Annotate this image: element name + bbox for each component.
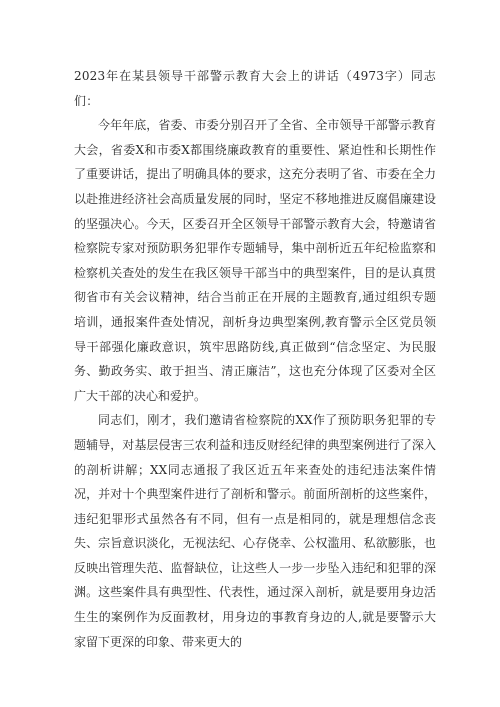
paragraph-1: 今年年底，省委、市委分别召开了全省、全市领导干部警示教育大会，省委X和市委X都围绕廉政教育的重要性、紧迫性和长期性作了重要讲话，提出了明确具体的要求，这充分表明了省、市委在全力以赴推进经济社会高质量发展的同时，坚定不移地推进反腐倡廉建设的坚强决心。今天，区委召开全区领导干部警示教育大会，特邀请省检察院专家对预防职务犯罪作专题辅导，集中剖析近五年纪检监察和检察机关查处的发生在我区领导干部当中的典型案件，目的是认真贯彻省市有关会议精神，结合当前正在开展的主题教育,通过组织专题培训，通报案件查处情况，剖析身边典型案例,教育警示全区党员领导干部强化廉政意识，筑牢思路防线,真正做到“信念坚定、为民服务、勤政务实、敢于担当、清正廉洁”，这也充分体现了区委对全区广大干部的决心和爱护。 <box>74 118 436 403</box>
paragraph-2: 同志们，刚才，我们邀请省检察院的XX作了预防职务犯罪的专题辅导，对基层侵害三农利益和违反财经纪律的典型案例进行了深入的剖析讲解；XX同志通报了我区近五年来查处的违纪违法案件情况，并对十个典型案件进行了剖析和警示。前面所剖析的这些案件，违纪犯罪形式虽然各有不同，但有一点是相同的，就是理想信念丧失、宗旨意识淡化，无视法纪、心存侥幸、公权滥用、私欲膨胀，也反映出管理失范、监督缺位，让这些人一步一步坠入违纪和犯罪的深渊。这些案件具有典型性、代表性，通过深入剖析，就是要用身边活生生的案例作为反面教材，用身边的事教育身边的人,就是要警示大家留下更深的印象、带来更大的 <box>74 413 436 649</box>
document-body <box>74 64 436 654</box>
document-title: 2023年在某县领导干部警示教育大会上的讲话（4973字）同志们： <box>74 69 436 108</box>
